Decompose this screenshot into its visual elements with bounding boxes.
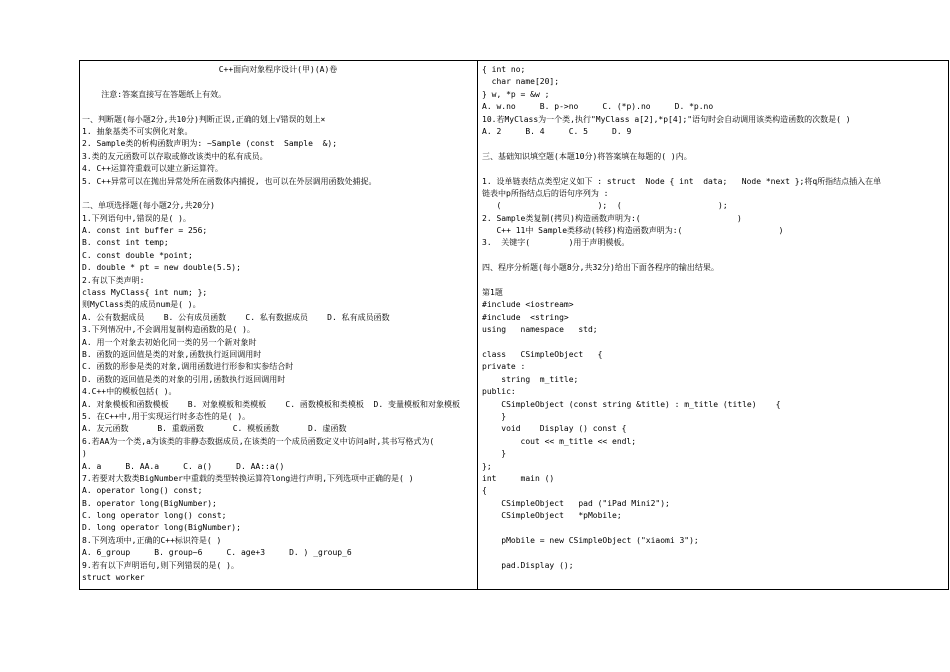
- left-text-line: [82, 101, 474, 113]
- right-text-line: CSimpleObject (const string &title) : m_title (title) {: [482, 399, 781, 409]
- right-text-line: [482, 275, 947, 287]
- right-text-line: public:: [482, 387, 516, 397]
- right-text-line: [482, 547, 947, 559]
- right-text-line: 链表中p所指结点后的语句序列为 :: [482, 188, 609, 198]
- left-text-line: A. 公有数据成员 B. 公有成员函数 C. 私有数据成员 D. 私有成员函数: [82, 312, 390, 322]
- right-text-line: pad.Display ();: [482, 560, 574, 570]
- left-text-line: 8.下列选项中,正确的C++标识符是( ): [82, 535, 222, 545]
- right-text-line: { int no;: [482, 65, 526, 74]
- left-text-line: 一、判断题(每小题2分,共10分)判断正误,正确的划上√错误的划上×: [82, 114, 326, 124]
- right-text-line: private :: [482, 362, 526, 372]
- right-text-line: using namespace std;: [482, 325, 598, 335]
- left-text-line: [82, 188, 474, 200]
- right-text-line: 1. 设单链表结点类型定义如下 : struct Node { int data; Node *next };将q所指结点插入在单: [482, 176, 882, 186]
- right-text-line: cout << m_title << endl;: [482, 436, 637, 446]
- right-text-line: [482, 138, 947, 150]
- left-text-line: A. 友元函数 B. 重载函数 C. 模板函数 D. 虚函数: [82, 424, 347, 434]
- right-text-line: [482, 163, 947, 175]
- left-text-line: B. const int temp;: [82, 238, 169, 248]
- left-text-line: D. double * pt = new double(5.5);: [82, 263, 241, 273]
- left-text-line: A. const int buffer = 256;: [82, 226, 208, 236]
- left-text-line: 9.若有以下声明语句,则下列错误的是( )。: [82, 560, 239, 570]
- left-text-line: B. 函数的返回值是类的对象,函数执行返回调用时: [82, 349, 262, 359]
- right-text-line: 3. 关键字( )用于声明模板。: [482, 238, 630, 248]
- right-text-line: 三、基础知识填空题(本题10分)将答案填在每题的( )内。: [482, 151, 692, 161]
- left-text-line: 1. 抽象基类不可实例化对象。: [82, 126, 193, 136]
- right-text-line: ( ); ( );: [482, 201, 728, 211]
- left-text-line: C++面向对象程序设计(甲)(A)卷: [218, 65, 338, 74]
- right-text-line: void Display () const {: [482, 424, 627, 434]
- left-text-line: 4. C++运算符重载可以建立新运算符。: [82, 164, 223, 174]
- left-text-line: 5. 在C++中,用于实现运行时多态性的是( )。: [82, 411, 251, 421]
- left-text-line: D. 函数的返回值是类的对象的引用,函数执行返回调用时: [82, 374, 286, 384]
- left-text-line: 则MyClass类的成员num是( )。: [82, 300, 201, 310]
- left-text-line: C. 函数的形参是类的对象,调用函数进行形参和实参结合时: [82, 362, 294, 372]
- left-text-line: D. long operator long(BigNumber);: [82, 523, 241, 533]
- left-text-line: 3.类的友元函数可以存取或修改该类中的私有成员。: [82, 151, 268, 161]
- left-text-line: 5. C++异常可以在抛出异常处所在函数体内捕捉, 也可以在外层调用函数处捕捉。: [82, 176, 377, 186]
- left-text-line: 2. Sample类的析构函数声明为: ~Sample (const Sample &);: [82, 139, 338, 149]
- left-text-line: 4.C++中的模板包括( )。: [82, 387, 177, 397]
- left-text-line: 1.下列语句中,错误的是( )。: [82, 213, 191, 223]
- right-text-line: string m_title;: [482, 374, 579, 384]
- right-text-line: [482, 250, 947, 262]
- left-text-line: [82, 76, 474, 88]
- left-text-line: 3.下列情况中,不会调用复制构造函数的是( )。: [82, 325, 255, 335]
- left-text-line: A. 用一个对象去初始化同一类的另一个新对象时: [82, 337, 257, 347]
- right-text-line: int main (): [482, 473, 555, 483]
- right-text-line: CSimpleObject pad ("iPad Mini2");: [482, 498, 670, 508]
- left-text-line: struct worker: [82, 573, 145, 583]
- left-text-line: C. const double *point;: [82, 250, 193, 260]
- right-text-line: pMobile = new CSimpleObject ("xiaomi 3");: [482, 535, 699, 545]
- left-column: [82, 64, 474, 584]
- left-text-line: A. operator long() const;: [82, 486, 203, 496]
- left-text-line: class MyClass{ int num; };: [82, 288, 208, 298]
- right-column: [482, 64, 947, 572]
- left-text-line: A. 对象模板和函数模板 B. 对象模板和类模板 C. 函数模板和类模板 D. 变量模板和对象模板: [82, 399, 460, 409]
- left-text-line: A. 6_group B. group~6 C. age+3 D. ) _group_6: [82, 548, 352, 558]
- right-text-line: CSimpleObject *pMobile;: [482, 511, 622, 521]
- left-text-line: 7.若要对大数类BigNumber中重载的类型转换运算符long进行声明,下列选项中正确的是( ): [82, 473, 414, 483]
- exam-page-frame: [79, 60, 949, 590]
- right-text-line: char name[20];: [482, 77, 560, 87]
- right-text-line: [482, 337, 947, 349]
- left-text-line: B. operator long(BigNumber);: [82, 498, 217, 508]
- right-text-line: }: [482, 449, 507, 459]
- right-text-line: }: [482, 411, 507, 421]
- left-text-line: A. a B. AA.a C. a() D. AA::a(): [82, 461, 285, 471]
- right-text-line: A. w.no B. p->no C. (*p).no D. *p.no: [482, 102, 714, 112]
- right-text-line: C++ 11中 Sample类移动(转移)构造函数声明为:( ): [482, 226, 784, 236]
- left-text-line: 2.有以下类声明:: [82, 275, 145, 285]
- left-text-line: C. long operator long() const;: [82, 511, 227, 521]
- right-text-line: A. 2 B. 4 C. 5 D. 9: [482, 126, 632, 136]
- right-text-line: class CSimpleObject {: [482, 349, 603, 359]
- left-text-line: 注意:答案直接写在答题纸上有效。: [82, 89, 227, 99]
- right-text-line: 2. Sample类复制(拷贝)构造函数声明为:( ): [482, 213, 742, 223]
- left-text-line: 二、单项选择题(每小题2分,共20分): [82, 201, 215, 211]
- left-text-line: ): [82, 449, 87, 459]
- right-text-line: #include <iostream>: [482, 300, 574, 310]
- right-text-line: #include <string>: [482, 312, 569, 322]
- left-text-line: 6.若AA为一个类,a为该类的非静态数据成员,在该类的一个成员函数定义中访问a时,其书写格式为(: [82, 436, 435, 446]
- right-text-line: {: [482, 486, 487, 496]
- column-divider: [477, 61, 478, 589]
- right-text-line: 第1题: [482, 288, 503, 298]
- right-text-line: 10.若MyClass为一个类,执行"MyClass a[2],*p[4];"语句时会自动调用该类构造函数的次数是( ): [482, 114, 851, 124]
- right-text-line: [482, 522, 947, 534]
- right-text-line: };: [482, 461, 492, 471]
- right-text-line: 四、程序分析题(每小题8分,共32分)给出下面各程序的输出结果。: [482, 263, 719, 273]
- right-text-line: } w, *p = &w ;: [482, 89, 550, 99]
